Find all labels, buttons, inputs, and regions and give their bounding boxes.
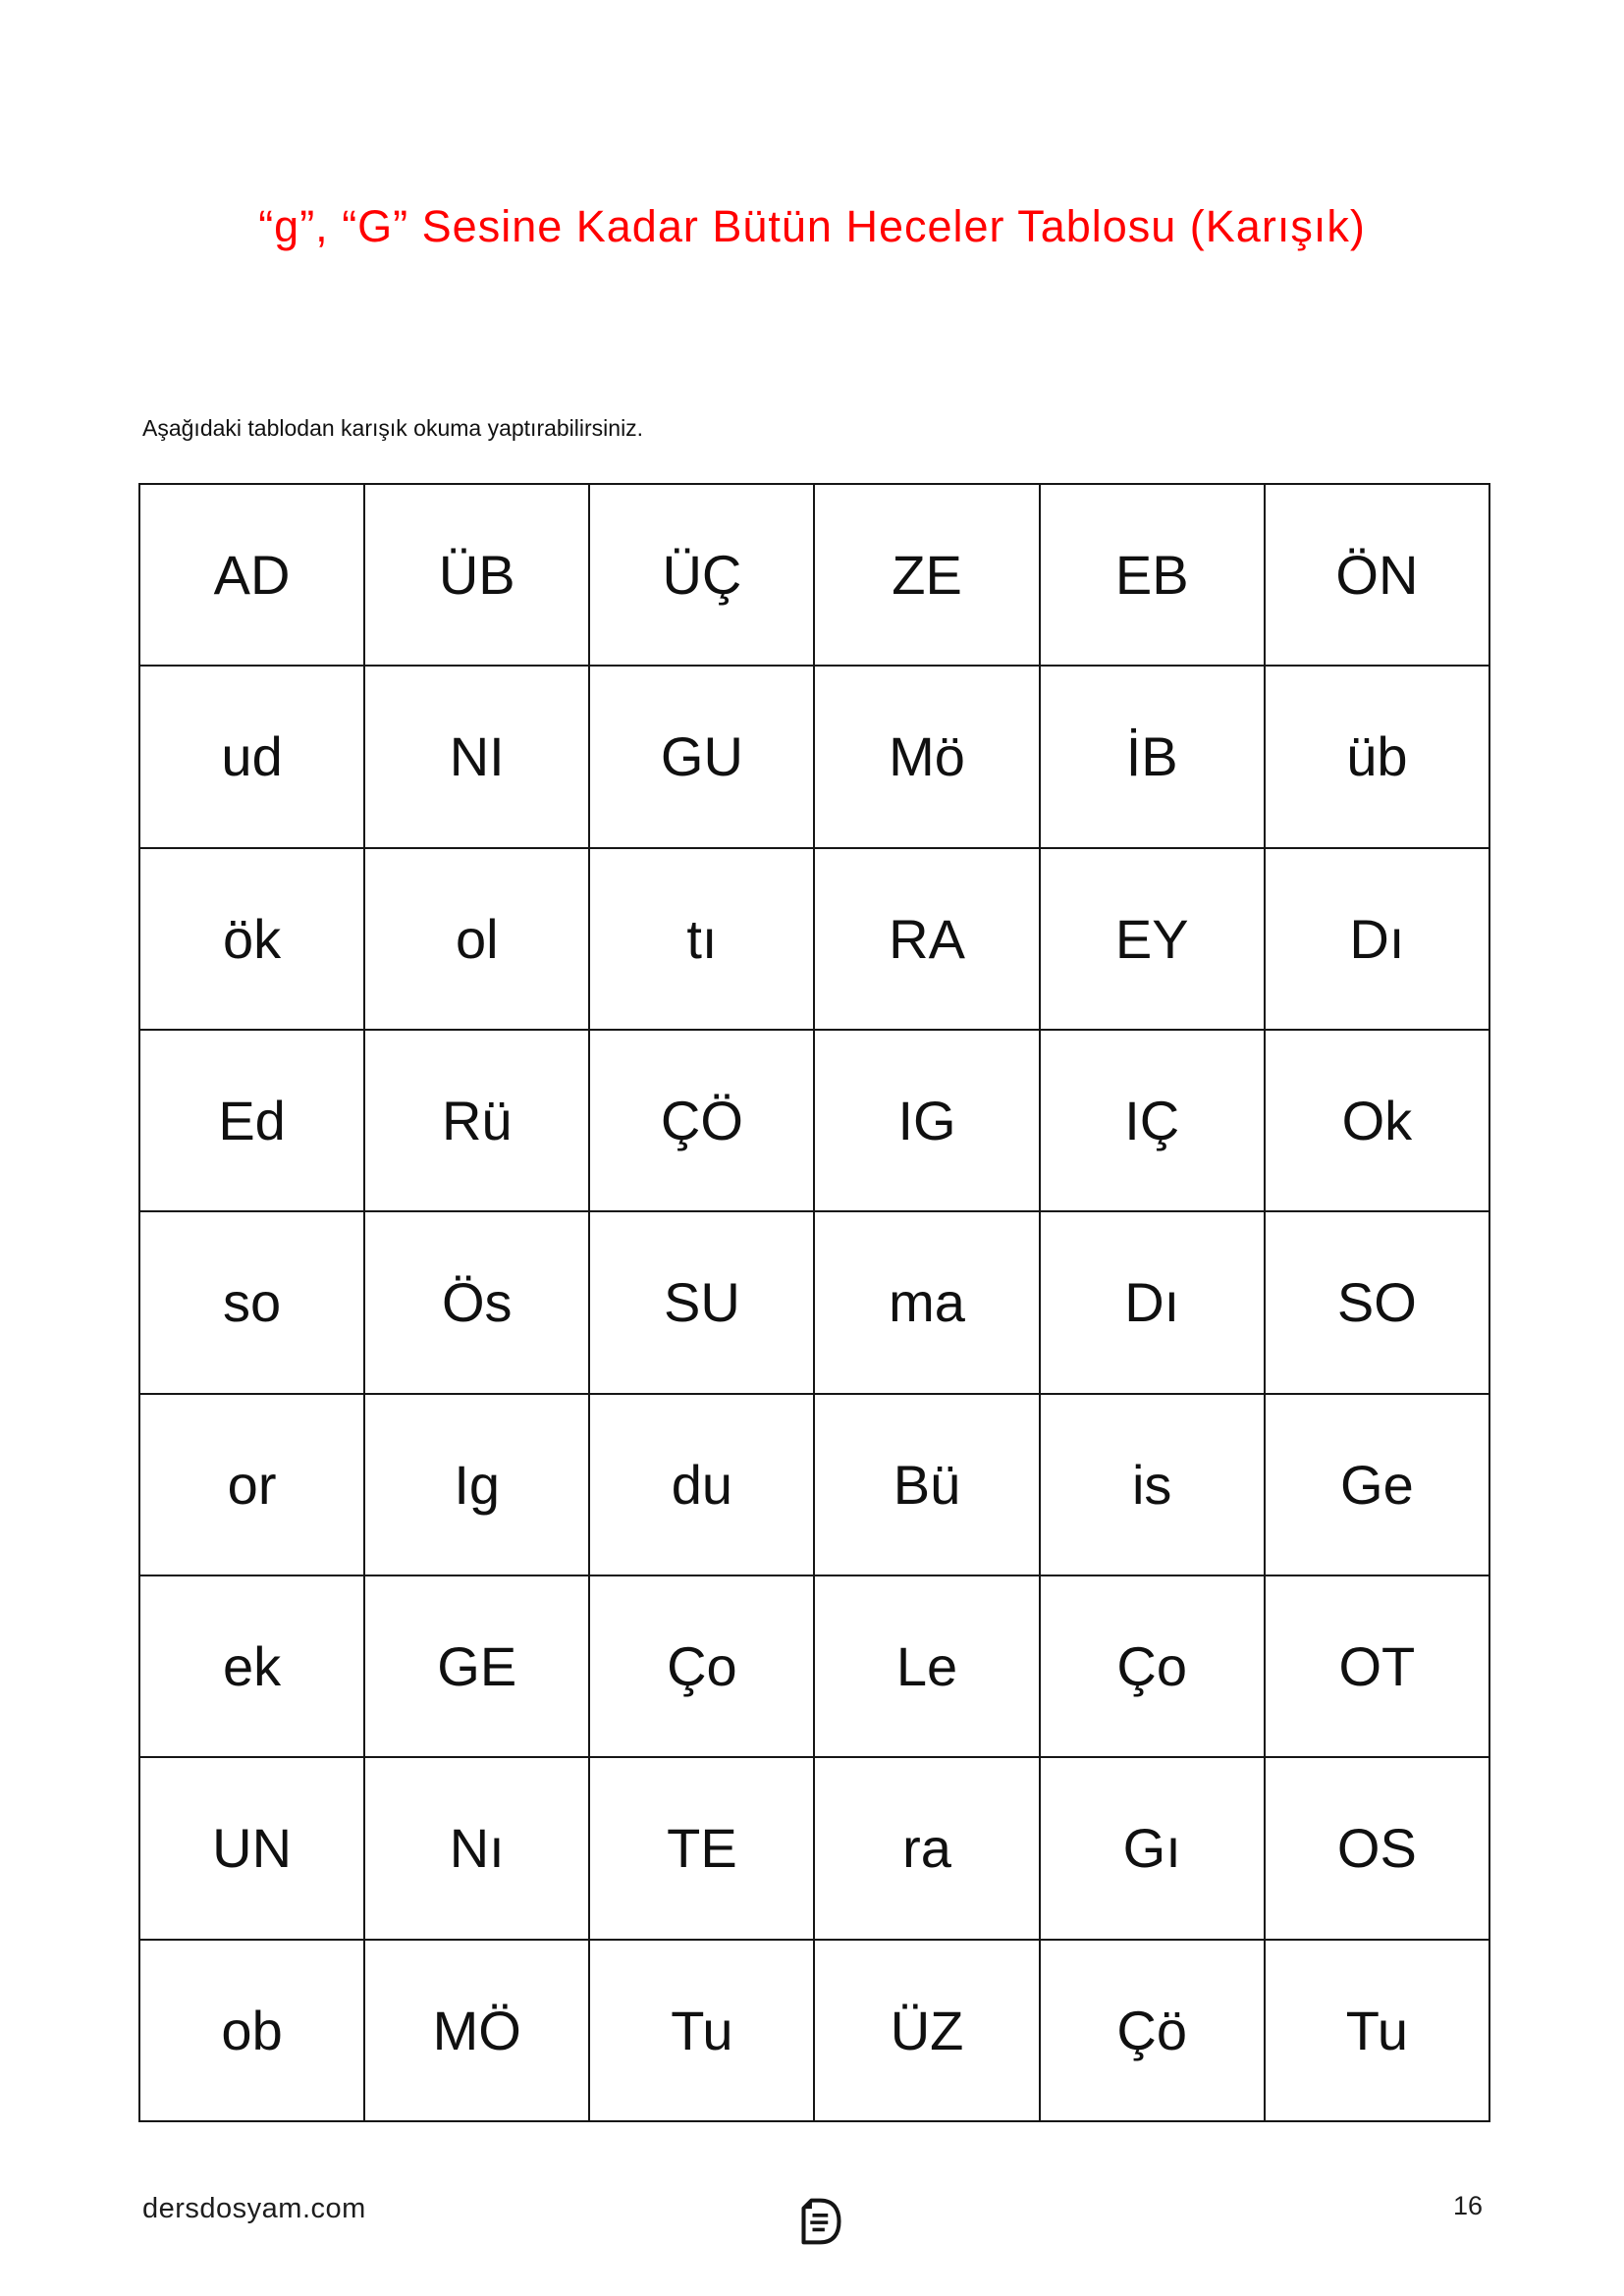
table-cell: Ço — [589, 1575, 814, 1757]
table-cell: Ed — [139, 1030, 364, 1211]
table-row — [139, 1940, 1489, 2121]
table-cell: ÜÇ — [589, 484, 814, 666]
table-cell: ÖN — [1265, 484, 1489, 666]
table-row — [139, 1211, 1489, 1393]
table-cell: Ço — [1040, 1575, 1265, 1757]
syllable-table-body — [139, 484, 1489, 2121]
table-row — [139, 666, 1489, 847]
table-cell: Gı — [1040, 1757, 1265, 1939]
table-cell: MÖ — [364, 1940, 589, 2121]
table-cell: Nı — [364, 1757, 589, 1939]
instruction-text: Aşağıdaki tablodan karışık okuma yaptırabilirsiniz. — [142, 415, 644, 441]
page-title: “g”, “G” Sesine Kadar Bütün Heceler Tablosu (Karışık) — [258, 201, 1366, 251]
table-cell: Ös — [364, 1211, 589, 1393]
table-cell: EY — [1040, 848, 1265, 1030]
table-cell: Dı — [1040, 1211, 1265, 1393]
table-cell: İB — [1040, 666, 1265, 847]
table-cell: EB — [1040, 484, 1265, 666]
table-row — [139, 484, 1489, 666]
table-cell: SU — [589, 1211, 814, 1393]
table-cell: AD — [139, 484, 364, 666]
table-cell: ma — [814, 1211, 1039, 1393]
table-cell: TE — [589, 1757, 814, 1939]
table-cell: ob — [139, 1940, 364, 2121]
table-cell: ol — [364, 848, 589, 1030]
table-cell: NI — [364, 666, 589, 847]
table-cell: ra — [814, 1757, 1039, 1939]
table-cell: Dı — [1265, 848, 1489, 1030]
table-cell: SO — [1265, 1211, 1489, 1393]
table-cell: GE — [364, 1575, 589, 1757]
table-cell: Ig — [364, 1394, 589, 1575]
table-cell: Rü — [364, 1030, 589, 1211]
table-cell: ök — [139, 848, 364, 1030]
table-row — [139, 1394, 1489, 1575]
table-cell: OT — [1265, 1575, 1489, 1757]
site-name: dersdosyam.com — [142, 2193, 366, 2224]
table-cell: or — [139, 1394, 364, 1575]
table-cell: Bü — [814, 1394, 1039, 1575]
table-cell: Ge — [1265, 1394, 1489, 1575]
table-cell: ek — [139, 1575, 364, 1757]
table-cell: ZE — [814, 484, 1039, 666]
table-cell: is — [1040, 1394, 1265, 1575]
table-cell: Çö — [1040, 1940, 1265, 2121]
page-number: 16 — [1452, 2191, 1483, 2220]
table-cell: UN — [139, 1757, 364, 1939]
table-cell: ud — [139, 666, 364, 847]
document-icon — [790, 2195, 843, 2248]
table-row — [139, 848, 1489, 1030]
table-row — [139, 1575, 1489, 1757]
table-cell: ÜB — [364, 484, 589, 666]
table-cell: du — [589, 1394, 814, 1575]
table-cell: tı — [589, 848, 814, 1030]
table-cell: Tu — [589, 1940, 814, 2121]
table-cell: IG — [814, 1030, 1039, 1211]
table-cell: Le — [814, 1575, 1039, 1757]
table-row — [139, 1757, 1489, 1939]
page-footer — [142, 2189, 1490, 2258]
table-cell: Mö — [814, 666, 1039, 847]
table-row — [139, 1030, 1489, 1211]
table-cell: so — [139, 1211, 364, 1393]
table-cell: Ok — [1265, 1030, 1489, 1211]
table-cell: RA — [814, 848, 1039, 1030]
table-cell: ÜZ — [814, 1940, 1039, 2121]
table-cell: GU — [589, 666, 814, 847]
table-cell: ÇÖ — [589, 1030, 814, 1211]
table-cell: OS — [1265, 1757, 1489, 1939]
table-cell: IÇ — [1040, 1030, 1265, 1211]
table-cell: üb — [1265, 666, 1489, 847]
table-cell: Tu — [1265, 1940, 1489, 2121]
syllable-table — [138, 483, 1490, 2122]
